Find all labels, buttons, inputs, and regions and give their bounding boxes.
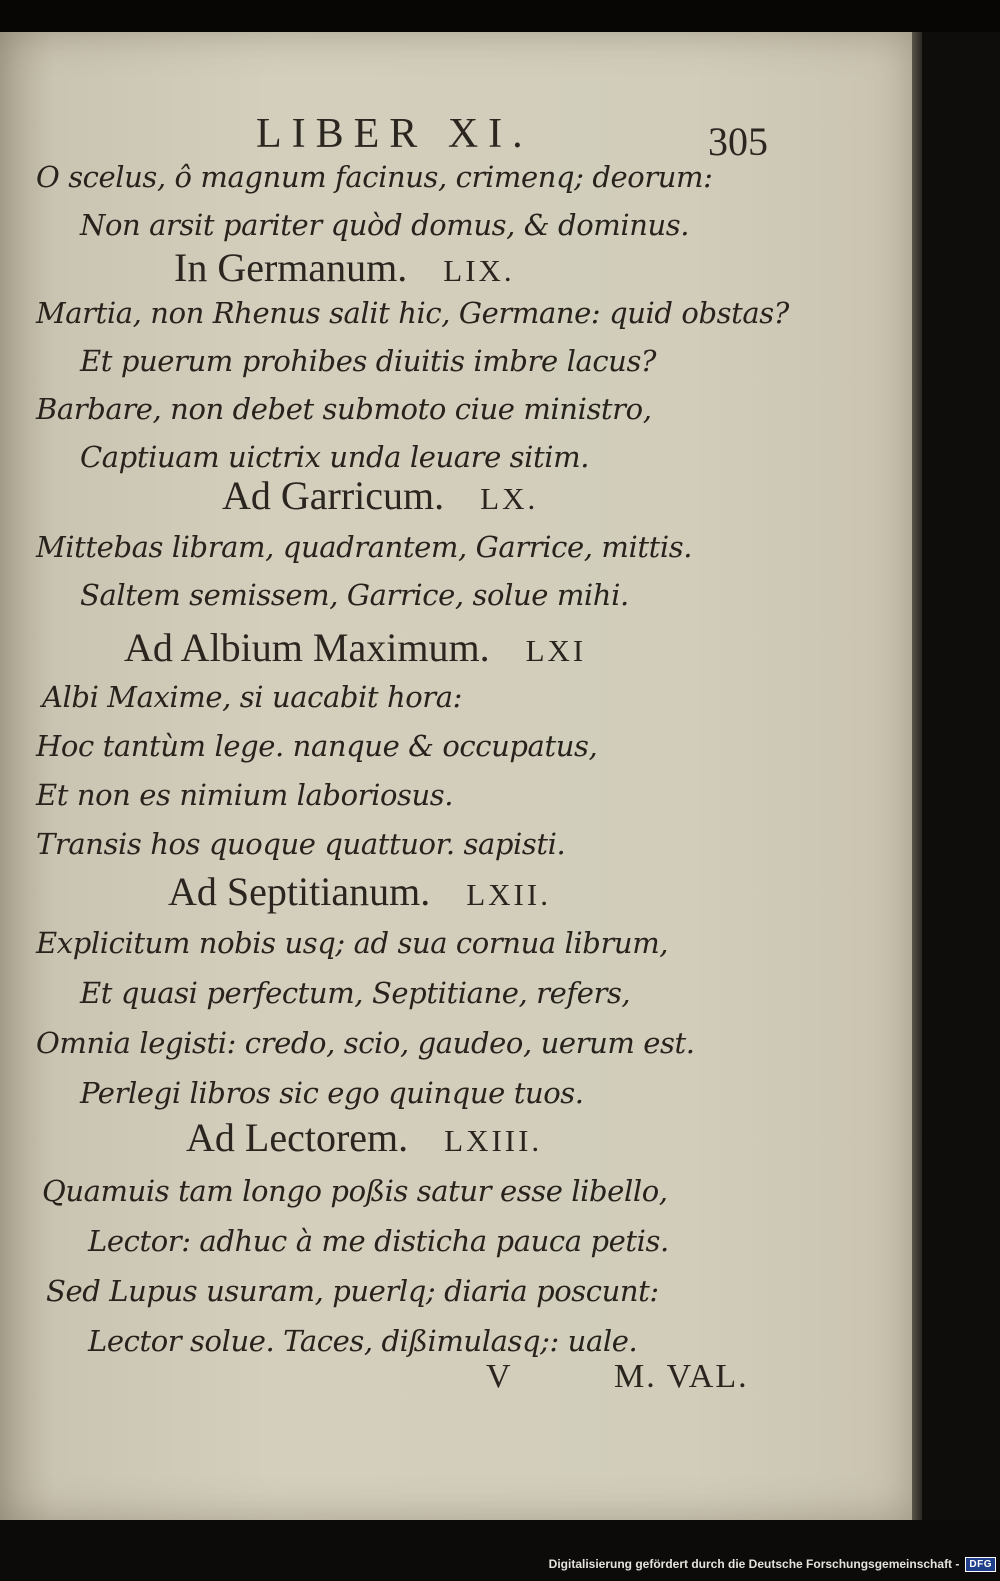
verse-line: Perlegi libros sic ego quinque tuos.	[80, 1076, 584, 1110]
page-edge-shadow	[912, 32, 922, 1520]
credit-text: Digitalisierung gefördert durch die Deutsche Forschungsgemeinschaft -	[548, 1557, 960, 1571]
verse-line: Non arsit pariter quòd domus, & dominus.	[80, 208, 690, 242]
epigram-number: LIX.	[443, 253, 515, 288]
epigram-title: Ad Septitianum.	[168, 869, 431, 914]
verse-line: Et non es nimium laboriosus.	[36, 778, 454, 812]
epigram-title: Ad Albium Maximum.	[124, 625, 490, 670]
epigram-title: Ad Lectorem.	[186, 1115, 409, 1160]
verse-line: Explicitum nobis usq; ad sua cornua librum,	[36, 926, 669, 960]
verse-line: Mittebas libram, quadrantem, Garrice, mittis.	[36, 530, 693, 564]
verse-line: Hoc tantùm lege. nanque & occupatus,	[36, 729, 598, 763]
epigram-number: LXIII.	[444, 1123, 543, 1158]
verse-line: Lector solue. Taces, dißimulasq;: uale.	[88, 1324, 638, 1358]
epigram-heading	[168, 868, 551, 915]
verse-line: Transis hos quoque quattuor. sapisti.	[36, 827, 566, 861]
verse-line: Captiuam uictrix unda leuare sitim.	[80, 440, 590, 474]
digitization-credit	[549, 1551, 1000, 1577]
verse-line: Et puerum prohibes diuitis imbre lacus?	[80, 344, 657, 378]
verse-line: Sed Lupus usuram, puerlq; diaria poscunt:	[46, 1274, 659, 1308]
verse-line: O scelus, ô magnum facinus, crimenq; deorum:	[36, 160, 713, 194]
dfg-logo-icon: DFG	[965, 1557, 996, 1572]
epigram-number: LXII.	[466, 877, 551, 912]
running-head: LIBER XI.	[256, 111, 533, 157]
verse-line: Et quasi perfectum, Septitiane, refers,	[80, 976, 631, 1010]
epigram-number: LXI	[525, 633, 587, 668]
verse-line: Martia, non Rhenus salit hic, Germane: quid obstas?	[36, 296, 789, 330]
book-page	[0, 32, 912, 1520]
scan-top-border	[0, 0, 1000, 32]
verse-line: Saltem semissem, Garrice, solue mihi.	[80, 578, 629, 612]
epigram-title: Ad Garricum.	[222, 473, 445, 518]
catchword: M. VAL.	[614, 1358, 749, 1395]
verse-line: Quamuis tam longo poßis satur esse libello,	[42, 1174, 668, 1208]
page-number: 305	[708, 119, 768, 164]
epigram-heading	[186, 1114, 542, 1161]
epigram-heading	[124, 624, 586, 671]
signature-mark: V	[486, 1358, 511, 1395]
epigram-heading	[174, 244, 515, 291]
verse-line: Lector: adhuc à me disticha pauca petis.	[88, 1224, 669, 1258]
verse-line: Albi Maxime, si uacabit hora:	[42, 680, 463, 714]
verse-line: Barbare, non debet submoto ciue ministro,	[36, 392, 652, 426]
epigram-heading	[222, 472, 538, 519]
verse-line: Omnia legisti: credo, scio, gaudeo, uerum est.	[36, 1026, 695, 1060]
epigram-title: In Germanum.	[174, 245, 408, 290]
epigram-number: LX.	[480, 481, 539, 516]
